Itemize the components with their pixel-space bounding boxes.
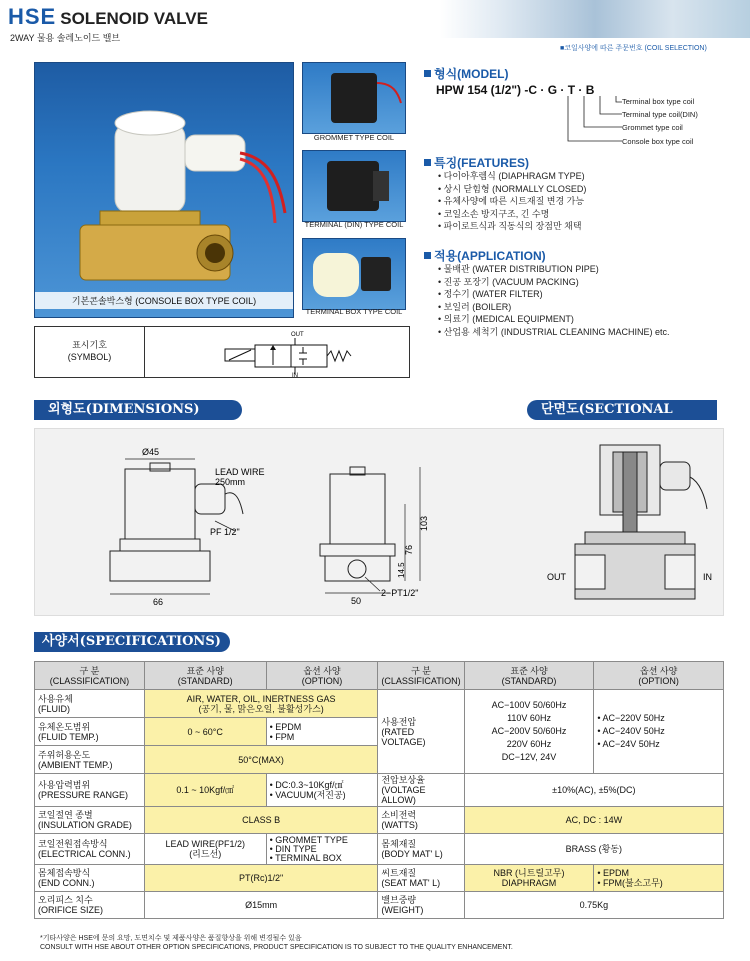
svg-text:76: 76 <box>404 544 414 555</box>
table-row: 유체온도범위 (FLUID TEMP.) 0 ~ 60°C • EPDM • FPM <box>35 718 724 746</box>
valve-illustration <box>35 63 293 283</box>
list-item: • 산업용 세척기 (INDUSTRIAL CLEANING MACHINE) etc. <box>438 326 670 339</box>
terminal-din-coil-photo <box>302 150 406 222</box>
list-item: • 의료기 (MEDICAL EQUIPMENT) <box>438 313 670 326</box>
terminal-box-caption: TERMINAL BOX TYPE COIL <box>305 307 403 316</box>
svg-text:OUT: OUT <box>547 572 566 582</box>
model-option-t: Terminal type coil(DIN) <box>622 110 698 119</box>
svg-text:66: 66 <box>153 597 164 607</box>
features-list <box>438 170 586 233</box>
table-row: 코일절연 종별 (INSULATION GRADE) CLASS B 소비전력 (WATTS) AC, DC : 14W <box>35 807 724 834</box>
side-view-drawing <box>305 459 455 609</box>
model-option-c: Console box type coil <box>622 137 694 146</box>
specifications-heading-bar: 사양서(SPECIFICATIONS) <box>34 632 230 652</box>
svg-text:IN: IN <box>703 572 712 582</box>
model-code: HPW 154 (1/2") -C · G · T · B <box>436 83 595 97</box>
front-view-drawing <box>95 439 295 609</box>
svg-text:103: 103 <box>419 515 429 531</box>
list-item: • 파이로트식과 직동식의 장점만 채택 <box>438 220 586 233</box>
model-leader-lines <box>560 96 630 150</box>
dimensions-panel <box>34 428 724 616</box>
sectional-heading-bar: 단면도(SECTIONAL <box>527 400 717 420</box>
page-title: HSE SOLENOID VALVE <box>8 4 208 29</box>
svg-text:IN: IN <box>292 373 298 379</box>
list-item: • 다이아후렘식 (DIAPHRAGM TYPE) <box>438 170 586 183</box>
footer-note-en: CONSULT WITH HSE ABOUT OTHER OPTION SPECIFICATIONS, PRODUCT SPECIFICATION IS TO SUBJECT TO THE QUALITY ENHANCEMENT. <box>40 944 513 951</box>
application-heading: 적용(APPLICATION) <box>424 247 546 264</box>
sectional-view-drawing <box>547 437 715 612</box>
table-row: 코일전원접속방식 (ELECTRICAL CONN.) LEAD WIRE(PF1/2) (리드선) • GROMMET TYPE • DIN TYPE • TERMINAL BOX 몸체재질 (BODY MAT' L) BRASS (황동) <box>35 834 724 865</box>
symbol-box <box>34 326 410 378</box>
model-heading: 형식(MODEL) <box>424 65 509 82</box>
svg-text:250mm: 250mm <box>215 477 246 487</box>
main-product-photo <box>34 62 294 318</box>
list-item: • 유체사양에 따른 시트재질 변경 가능 <box>438 195 586 208</box>
terminal-din-caption: TERMINAL (DIN) TYPE COIL <box>304 220 404 229</box>
table-row: 구 분 (CLASSIFICATION) 표준 사양 (STANDARD) 옵션 사양 (OPTION) 구 분 (CLASSIFICATION) 표준 사양 (STANDARD) 옵션 사양 (OPTION) <box>35 662 724 690</box>
model-option-b: Terminal box type coil <box>622 97 695 106</box>
table-row: 사용유체 (FLUID) AIR, WATER, OIL, INERTNESS GAS (공기, 물, 맑은오일, 불활성가스) 사용전압 (RATED VOLTAGE) AC−100V 50/60Hz 110V 60Hz AC−200V 50/60Hz 220V 60Hz DC−12V, 24V • AC−220V 50Hz • AC−240V 50Hz • AC−24V 50Hz <box>35 690 724 718</box>
terminal-box-coil-photo <box>302 238 406 310</box>
list-item: • 진공 포장기 (VACUUM PACKING) <box>438 276 670 289</box>
application-list <box>438 263 670 339</box>
list-item: • 보일러 (BOILER) <box>438 301 670 314</box>
list-item: • 물배관 (WATER DISTRIBUTION PIPE) <box>438 263 670 276</box>
dimensions-heading-bar: 외형도(DIMENSIONS) <box>34 400 242 420</box>
table-row: 몸체접속방식 (END CONN.) PT(Rc)1/2" 씨트재질 (SEAT MAT' L) NBR (니트릴고무) DIAPHRAGM • EPDM • FPM(불소고무) <box>35 865 724 892</box>
grommet-coil-photo <box>302 62 406 134</box>
grommet-caption: GROMMET TYPE COIL <box>313 133 395 142</box>
svg-text:50: 50 <box>351 596 362 606</box>
specifications-table <box>34 661 724 919</box>
list-item: • 코일소손 방지구조, 긴 수명 <box>438 208 586 221</box>
list-item: • 상시 닫힘형 (NORMALLY CLOSED) <box>438 183 586 196</box>
table-row: 오리피스 치수 (ORIFICE SIZE) Ø15mm 밸브중량 (WEIGHT) 0.75Kg <box>35 892 724 919</box>
model-option-g: Grommet type coil <box>622 123 683 132</box>
svg-text:14.5: 14.5 <box>397 562 406 578</box>
table-row: 사용압력범위 (PRESSURE RANGE) 0.1 ~ 10Kgf/㎠ • DC:0.3~10Kgf/㎠ • VACUUM(저진공) 전압보상율 (VOLTAGE ALLOW) ±10%(AC), ±5%(DC) <box>35 774 724 807</box>
list-item: • 정수기 (WATER FILTER) <box>438 288 670 301</box>
footer-note-ko: *기타사양은 HSE에 문의 요망, 도면치수 및 제품사양은 품질향상을 위해 변경될수 있음 <box>40 935 302 942</box>
svg-text:2−PT1/2": 2−PT1/2" <box>381 588 419 598</box>
table-row: 주위허용온도 (AMBIENT TEMP.) 50°C(MAX) <box>35 746 724 774</box>
features-heading: 특징(FEATURES) <box>424 154 529 171</box>
svg-text:OUT: OUT <box>291 332 304 338</box>
header-banner-image <box>440 0 750 38</box>
main-photo-caption: 기본콘솔박스형 (CONSOLE BOX TYPE COIL) <box>35 292 293 309</box>
valve-symbol-icon <box>215 329 395 377</box>
coil-selection-note: ■코일사양에 따른 주문번호 (COIL SELECTION) <box>560 45 707 52</box>
page-subtitle: 2WAY 물용 솔레노이드 밸브 <box>10 33 121 43</box>
svg-text:PF 1/2": PF 1/2" <box>210 527 240 537</box>
svg-text:LEAD WIRE: LEAD WIRE <box>215 467 265 477</box>
symbol-label: 표시기호 (SYMBOL) <box>35 327 145 377</box>
svg-text:Ø45: Ø45 <box>142 447 160 457</box>
